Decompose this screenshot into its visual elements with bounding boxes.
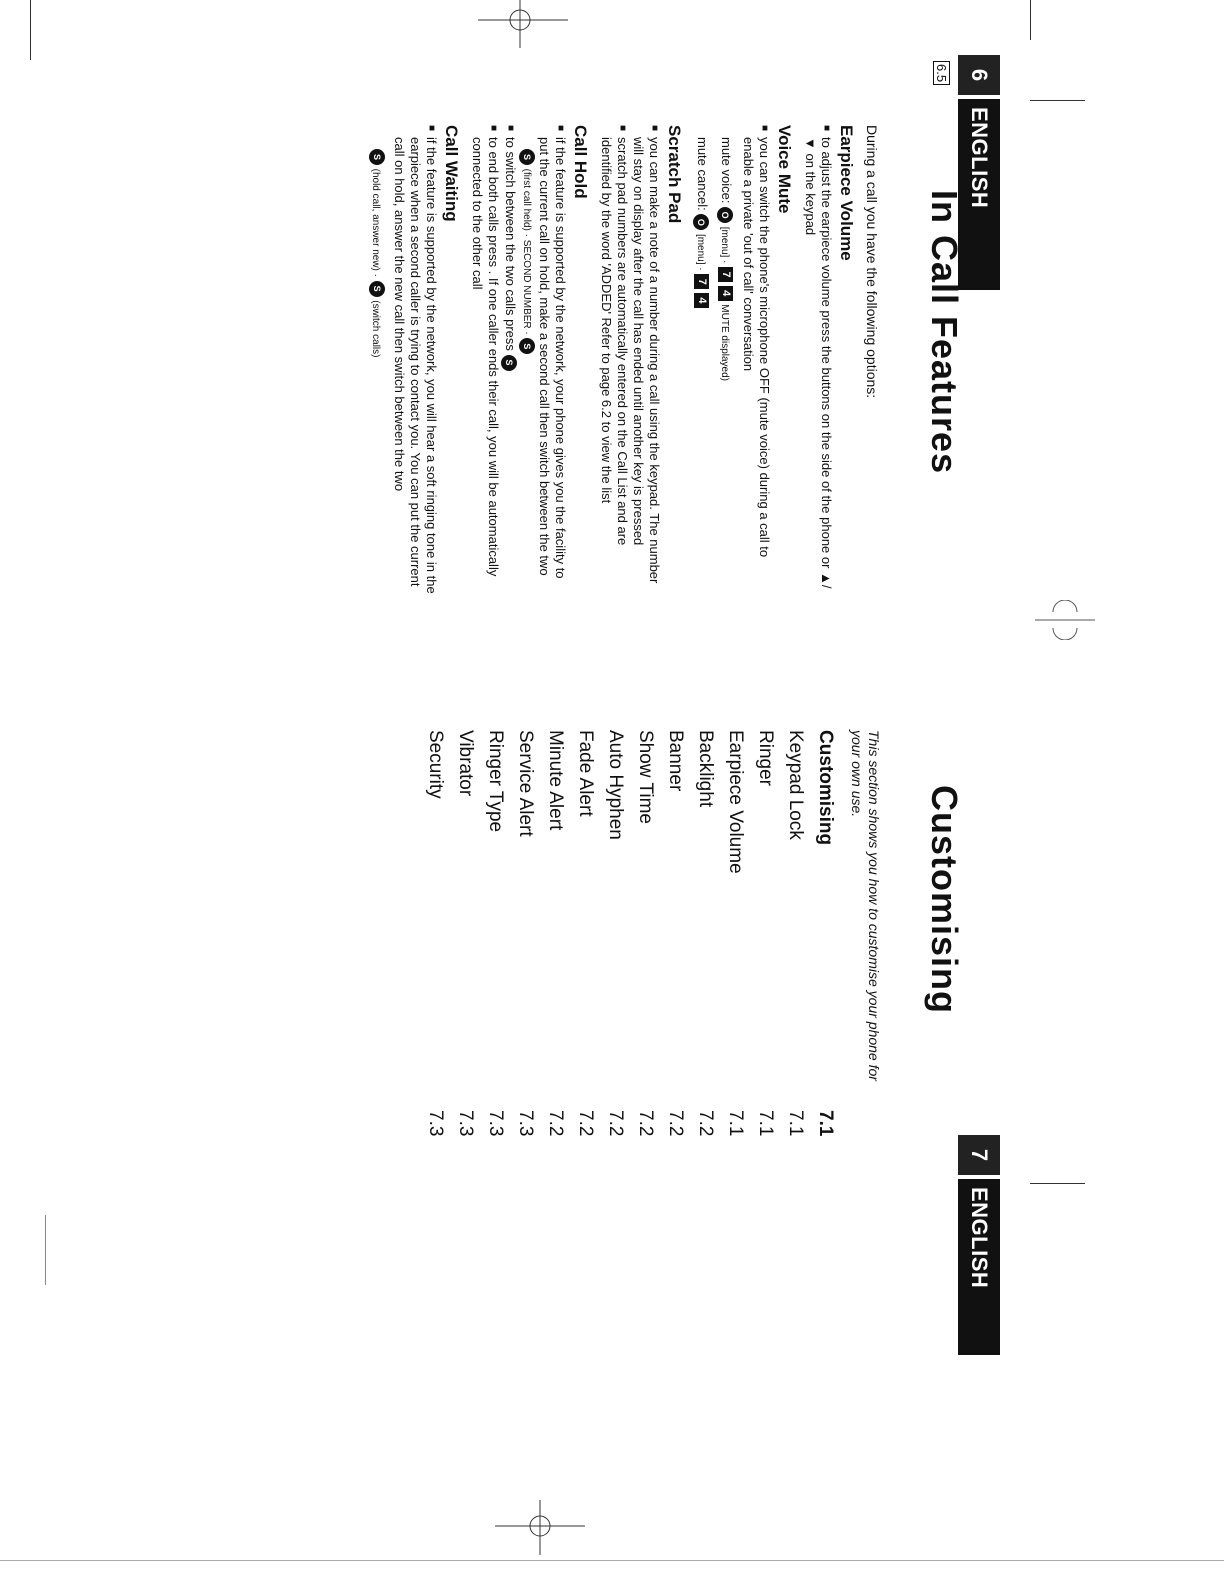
chapter-number: 7 [958, 1135, 1000, 1179]
page-title: In Call Features [924, 190, 965, 475]
chapter-tab [958, 1135, 1000, 1355]
toc-page: 7.3 [515, 1110, 536, 1137]
intro-text: During a call you have the following options: [864, 125, 880, 399]
call-waiting-text: ■ if the feature is supported by the network, you will hear a soft ringing tone in the earpiece when a second caller is trying to contact you. You can put the current call on hold, answer the new call then switch between the two [391, 125, 439, 595]
waiting-seq-1: (hold call, answer new) · [370, 168, 382, 277]
scratch-pad-text-1: ■ you can make a note of a number during a call using the keypad. The number will stay on display after the call has ended until another key is pressed [630, 125, 662, 595]
mute-cancel-line [692, 125, 710, 595]
toc-page: 7.2 [545, 1110, 566, 1137]
toc-label: Security [425, 730, 446, 799]
toc-label: Vibrator [455, 730, 476, 797]
toc-item [450, 730, 480, 1150]
mute-voice-line [716, 125, 734, 595]
mute-cancel-label: mute cancel: [695, 137, 710, 211]
heading-earpiece-volume: Earpiece Volume [837, 125, 856, 261]
toc-page: 7.1 [785, 1110, 806, 1137]
toc-item [690, 730, 720, 1150]
call-waiting-sequence [367, 125, 385, 595]
toc-item [810, 730, 840, 1150]
toc-page: 7.1 [725, 1110, 746, 1137]
voice-mute-text: ■ you can switch the phone's microphone OFF (mute voice) during a call to enable a private 'out of call' conversation [740, 125, 772, 595]
intro-text: This section shows you how to customise your phone for your own use. [849, 730, 882, 1081]
toc-page: 7.2 [575, 1110, 596, 1137]
send-key-icon: S [369, 281, 385, 297]
heading-call-hold: Call Hold [571, 125, 590, 199]
page-number: 6.5 [933, 61, 950, 85]
in-call-features-page [100, 55, 1000, 775]
toc-label: Service Alert [515, 730, 536, 837]
call-hold-sequence [518, 125, 536, 595]
send-key-icon: S [369, 149, 385, 165]
chapter-number: 6 [958, 55, 1000, 99]
registration-mark-right [1035, 600, 1095, 640]
toc-page: 7.1 [815, 1110, 836, 1137]
language-label: ENGLISH [967, 107, 992, 209]
toc-page: 7.3 [455, 1110, 476, 1137]
toc-label: Ringer [755, 730, 776, 786]
switch-calls-text: to switch between the two calls press [503, 137, 518, 351]
mute-voice-tail: MUTE displayed) [719, 304, 730, 381]
mute-voice-label: mute voice: [719, 137, 734, 204]
send-key-icon: S [501, 355, 517, 371]
toc-label: Earpiece Volume [725, 730, 746, 874]
call-hold-text-1: ■ if the feature is supported by the network, your phone gives you the facility to put the current call on hold, make a second call then switch between the two [536, 125, 568, 595]
toc-label: Show Time [635, 730, 656, 824]
hold-sequence-text: (first call held) · SECOND NUMBER · [521, 168, 532, 335]
toc-label: Auto Hyphen [605, 730, 626, 840]
contents-list [420, 730, 840, 1150]
toc-page: 7.2 [635, 1110, 656, 1137]
toc-page: 7.2 [605, 1110, 626, 1137]
send-key-icon: S [519, 149, 535, 165]
toc-page: 7.3 [425, 1110, 446, 1137]
mute-cancel-keys: [menu] · [695, 233, 706, 271]
mute-voice-keys: [menu] · [719, 226, 730, 264]
key-7-icon: 7 [694, 274, 709, 289]
menu-key-icon: O [717, 207, 733, 223]
language-label: ENGLISH [967, 1187, 992, 1289]
toc-label: Fade Alert [575, 730, 596, 817]
toc-label: Banner [665, 730, 686, 792]
heading-scratch-pad: Scratch Pad [665, 125, 684, 224]
customising-page [320, 690, 1000, 1510]
toc-item [780, 730, 810, 1150]
toc-label: Keypad Lock [785, 730, 806, 840]
key-7-icon: 7 [718, 267, 733, 282]
toc-item [510, 730, 540, 1150]
toc-item [660, 730, 690, 1150]
call-hold-text-2 [501, 125, 518, 595]
toc-label: Minute Alert [545, 730, 566, 831]
registration-mark-top [478, 0, 568, 60]
crop-line-right-top [1030, 0, 1031, 40]
toc-item [600, 730, 630, 1150]
waiting-seq-2: (switch calls) [370, 300, 382, 358]
bottom-edge-line [0, 1560, 1224, 1561]
toc-page: 7.2 [665, 1110, 686, 1137]
key-4-icon: 4 [718, 286, 733, 301]
crop-line-right [1030, 1183, 1085, 1184]
menu-key-icon: O [693, 214, 709, 230]
scratch-pad-text-2: ■ scratch pad numbers are automatically entered on the Call List and are identified by the word 'ADDED' Refer to page 6.2 to view the list [598, 125, 630, 595]
toc-item [750, 730, 780, 1150]
page-title: Customising [924, 785, 965, 1015]
toc-page: 7.1 [755, 1110, 776, 1137]
toc-label: Backlight [695, 730, 716, 808]
send-key-icon: S [519, 338, 535, 354]
toc-page: 7.3 [485, 1110, 506, 1137]
heading-call-waiting: Call Waiting [442, 125, 462, 222]
toc-page: 7.2 [695, 1110, 716, 1137]
toc-item [630, 730, 660, 1150]
content-column [367, 125, 880, 595]
toc-item [480, 730, 510, 1150]
crop-line-left [30, 0, 31, 60]
toc-label: Ringer Type [485, 730, 506, 833]
toc-label: Customising [815, 730, 836, 846]
earpiece-volume-text: ■ to adjust the earpiece volume press the buttons on the side of the phone or ▲/▼ on the keypad [802, 125, 834, 595]
toc-item [570, 730, 600, 1150]
toc-item [720, 730, 750, 1150]
toc-item [420, 730, 450, 1150]
crop-line-left-lower [45, 1215, 46, 1285]
crop-line-right-2 [1030, 100, 1085, 101]
heading-voice-mute: Voice Mute [775, 125, 794, 214]
toc-item [540, 730, 570, 1150]
call-hold-text-3: ■ to end both calls press . If one caller ends their call, you will be automatically connected to the other call [469, 125, 501, 595]
key-4-icon: 4 [694, 293, 709, 308]
